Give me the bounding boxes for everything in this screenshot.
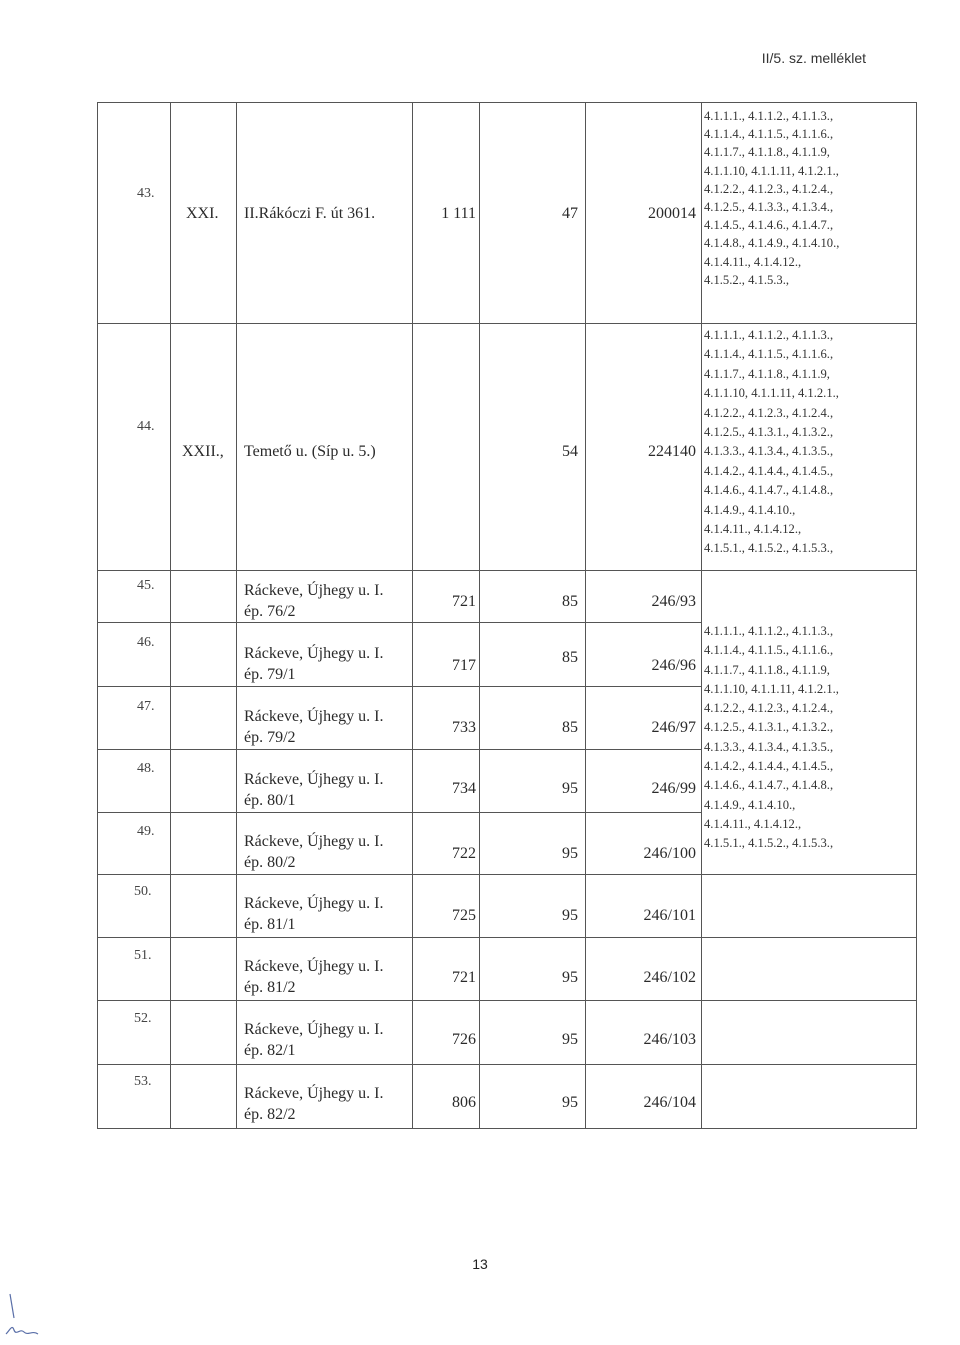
row-divider — [97, 323, 916, 324]
row-divider — [97, 749, 702, 750]
refs-line: 4.1.1.7., 4.1.1.8., 4.1.1.9, — [704, 366, 830, 381]
row-divider — [97, 570, 916, 571]
refs-line: 4.1.5.1., 4.1.5.2., 4.1.5.3., — [704, 541, 834, 556]
col-divider — [701, 102, 702, 1129]
value-cell-3: 246/104 — [643, 1094, 696, 1111]
refs-line: 4.1.1.10, 4.1.1.11, 4.1.2.1., — [704, 681, 839, 696]
refs-line: 4.1.2.2., 4.1.2.3., 4.1.2.4., — [704, 405, 834, 420]
value-cell-2: 85 — [562, 719, 578, 736]
value-cell-3: 246/97 — [651, 719, 696, 736]
row-number: 46. — [137, 635, 155, 650]
address-line-2: ép. 79/2 — [244, 729, 296, 746]
value-cell-2: 95 — [562, 845, 578, 862]
refs-line: 4.1.4.6., 4.1.4.7., 4.1.4.8., — [704, 483, 834, 498]
refs-line: 4.1.1.4., 4.1.1.5., 4.1.1.6., — [704, 127, 834, 142]
value-cell-1: 734 — [452, 780, 476, 797]
address-line-2: ép. 80/1 — [244, 792, 296, 809]
address-line-1: Ráckeve, Újhegy u. I. — [244, 1021, 384, 1038]
value-cell-2: 47 — [562, 205, 578, 222]
refs-line: 4.1.4.9., 4.1.4.10., — [704, 502, 796, 517]
refs-line: 4.1.2.5., 4.1.3.1., 4.1.3.2., — [704, 720, 834, 735]
refs-list-44 — [704, 326, 839, 559]
value-cell-1: 726 — [452, 1031, 476, 1048]
value-cell-1: 721 — [452, 969, 476, 986]
refs-line: 4.1.4.11., 4.1.4.12., — [704, 254, 802, 269]
col-divider — [236, 102, 237, 1129]
refs-line: 4.1.1.10, 4.1.1.11, 4.1.2.1., — [704, 163, 839, 178]
value-cell-2: 95 — [562, 1031, 578, 1048]
address-line-1: Ráckeve, Újhegy u. I. — [244, 895, 384, 912]
col-divider — [479, 102, 480, 1129]
value-cell-3: 246/93 — [651, 593, 696, 610]
refs-line: 4.1.1.7., 4.1.1.8., 4.1.1.9, — [704, 662, 830, 677]
row-divider — [97, 812, 702, 813]
value-cell-1: 1 111 — [441, 205, 476, 222]
value-cell-1: 717 — [452, 657, 476, 674]
refs-line: 4.1.1.1., 4.1.1.2., 4.1.1.3., — [704, 624, 834, 638]
refs-line: 4.1.4.2., 4.1.4.4., 4.1.4.5., — [704, 759, 834, 774]
table-border-right — [916, 102, 917, 1129]
address-line-1: Ráckeve, Újhegy u. I. — [244, 1085, 384, 1102]
refs-line: 4.1.2.2., 4.1.2.3., 4.1.2.4., — [704, 701, 834, 716]
refs-line: 4.1.2.2., 4.1.2.3., 4.1.2.4., — [704, 181, 834, 196]
address-cell: Temető u. (Síp u. 5.) — [244, 443, 376, 460]
row-number: 44. — [137, 419, 155, 434]
annex-label: II/5. sz. melléklet — [761, 50, 866, 66]
value-cell-2: 95 — [562, 780, 578, 797]
value-cell-1: 733 — [452, 719, 476, 736]
address-line-2: ép. 81/1 — [244, 916, 296, 933]
value-cell-3: 224140 — [648, 443, 696, 460]
refs-line: 4.1.4.6., 4.1.4.7., 4.1.4.8., — [704, 778, 834, 793]
value-cell-1: 721 — [452, 593, 476, 610]
refs-line: 4.1.4.11., 4.1.4.12., — [704, 522, 802, 537]
address-line-1: Ráckeve, Újhegy u. I. — [244, 958, 384, 975]
row-number: 47. — [137, 699, 155, 714]
refs-line: 4.1.1.1., 4.1.1.2., 4.1.1.3., — [704, 109, 834, 123]
row-number: 45. — [137, 578, 155, 593]
value-cell-3: 246/96 — [651, 657, 696, 674]
address-line-1: Ráckeve, Újhegy u. I. — [244, 582, 384, 599]
address-line-2: ép. 81/2 — [244, 979, 296, 996]
table-border-top — [97, 102, 916, 103]
value-cell-1: 722 — [452, 845, 476, 862]
value-cell-1: 806 — [452, 1094, 476, 1111]
table-border-bottom — [97, 1128, 916, 1129]
address-line-2: ép. 80/2 — [244, 854, 296, 871]
refs-line: 4.1.1.4., 4.1.1.5., 4.1.1.6., — [704, 347, 834, 362]
refs-line: 4.1.4.11., 4.1.4.12., — [704, 816, 802, 831]
page-number: 13 — [472, 1256, 488, 1272]
address-line-1: Ráckeve, Újhegy u. I. — [244, 833, 384, 850]
row-divider — [97, 874, 916, 875]
district-cell: XXI. — [186, 205, 219, 222]
value-cell-2: 54 — [562, 443, 578, 460]
col-divider — [585, 102, 586, 1129]
refs-line: 4.1.3.3., 4.1.3.4., 4.1.3.5., — [704, 444, 834, 459]
value-cell-3: 246/100 — [643, 845, 696, 862]
refs-line: 4.1.4.8., 4.1.4.9., 4.1.4.10., — [704, 236, 840, 251]
value-cell-3: 246/102 — [643, 969, 696, 986]
refs-line: 4.1.5.2., 4.1.5.3., — [704, 272, 790, 287]
refs-list-45-49 — [704, 622, 839, 854]
address-line-2: ép. 76/2 — [244, 603, 296, 620]
row-divider — [97, 1064, 916, 1065]
district-cell: XXII., — [182, 443, 224, 460]
refs-line: 4.1.1.7., 4.1.1.8., 4.1.1.9, — [704, 145, 830, 160]
address-line-2: ép. 79/1 — [244, 666, 296, 683]
row-number: 49. — [137, 824, 155, 839]
address-cell: II.Rákóczi F. út 361. — [244, 205, 376, 222]
value-cell-1: 725 — [452, 907, 476, 924]
row-divider — [97, 622, 702, 623]
refs-line: 4.1.4.9., 4.1.4.10., — [704, 797, 796, 812]
refs-line: 4.1.1.4., 4.1.1.5., 4.1.1.6., — [704, 643, 834, 658]
value-cell-3: 200014 — [648, 205, 696, 222]
row-number: 48. — [137, 761, 155, 776]
refs-line: 4.1.1.10, 4.1.1.11, 4.1.2.1., — [704, 386, 839, 401]
handwritten-mark-icon — [2, 1290, 46, 1340]
address-line-1: Ráckeve, Újhegy u. I. — [244, 708, 384, 725]
row-divider — [97, 686, 702, 687]
value-cell-2: 95 — [562, 907, 578, 924]
value-cell-2: 95 — [562, 969, 578, 986]
row-number: 52. — [134, 1011, 152, 1026]
table-border-left — [97, 102, 98, 1129]
row-number: 43. — [137, 186, 155, 201]
address-line-2: ép. 82/1 — [244, 1042, 296, 1059]
row-divider — [97, 937, 916, 938]
refs-line: 4.1.4.5., 4.1.4.6., 4.1.4.7., — [704, 218, 834, 233]
address-line-2: ép. 82/2 — [244, 1106, 296, 1123]
refs-line: 4.1.5.1., 4.1.5.2., 4.1.5.3., — [704, 836, 834, 851]
address-line-1: Ráckeve, Újhegy u. I. — [244, 645, 384, 662]
row-divider — [97, 1000, 916, 1001]
value-cell-2: 95 — [562, 1094, 578, 1111]
col-divider — [170, 102, 171, 1129]
col-divider — [412, 102, 413, 1129]
row-number: 50. — [134, 884, 152, 899]
value-cell-2: 85 — [562, 649, 578, 666]
refs-line: 4.1.3.3., 4.1.3.4., 4.1.3.5., — [704, 739, 834, 754]
refs-line: 4.1.2.5., 4.1.3.1., 4.1.3.2., — [704, 425, 834, 440]
address-line-1: Ráckeve, Újhegy u. I. — [244, 771, 384, 788]
row-number: 53. — [134, 1074, 152, 1089]
value-cell-3: 246/101 — [643, 907, 696, 924]
row-number: 51. — [134, 948, 152, 963]
refs-list-43 — [704, 107, 839, 289]
refs-line: 4.1.1.1., 4.1.1.2., 4.1.1.3., — [704, 328, 834, 342]
value-cell-2: 85 — [562, 593, 578, 610]
value-cell-3: 246/99 — [651, 780, 696, 797]
refs-line: 4.1.4.2., 4.1.4.4., 4.1.4.5., — [704, 463, 834, 478]
value-cell-3: 246/103 — [643, 1031, 696, 1048]
refs-line: 4.1.2.5., 4.1.3.3., 4.1.3.4., — [704, 200, 834, 215]
